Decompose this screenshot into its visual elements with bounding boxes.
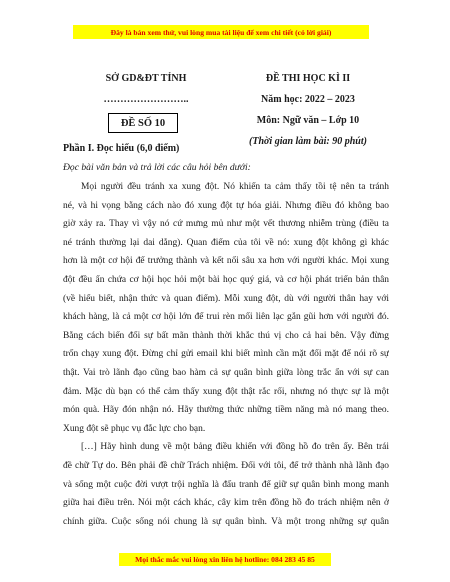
subject: Môn: Ngữ văn – Lớp 10 (256, 115, 360, 126)
exam-title: ĐỀ THI HỌC KÌ II (265, 73, 351, 84)
exam-time: (Thời gian làm bài: 90 phút) (249, 136, 367, 147)
passage-line: né tránh thường lại dai dẳng). Quan điểm của tôi về nó: xung đột không gì khác (63, 237, 389, 248)
passage-line: giữa hai điều trên. Nói một cách khác, cây kim trên đồng hồ đo trách nhiệm nên ở (63, 498, 389, 509)
passage-line: (về hiểu biết, nhận thức và quan điểm). Mỗi xung đột, dù với người thân hay với (63, 293, 389, 304)
exam-code-box (108, 113, 178, 133)
department-dots: …………………….. (103, 94, 189, 105)
passage-line: đề chữ Tự do. Bên phải đề chữ Trách nhiệm. Đối với tôi, để trở thành nhà lãnh đạo (63, 460, 389, 471)
passage-line: trốn chạy xung đột. Đừng chỉ gửi email khi biết mình cần mặt đối mặt để nói rõ sự (63, 349, 389, 360)
hotline-text: Mọi thắc mắc vui lòng xin liên hệ hotline: 084 283 45 85 (135, 555, 315, 564)
passage-line: né, và hi vọng bằng cách nào đó xung đột tự hóa giải. Nhưng điều đó không bao (63, 200, 389, 211)
header-left (76, 68, 216, 110)
passage-line: và sống một cuộc đời vượt trội nghĩa là đấu tranh để giữ sự quân bình mong manh (63, 479, 389, 490)
passage-line: đảm. Mặc dù bạn có thể cảm thấy xung đột thật rắc rối, nhưng nó thực sự là một (63, 386, 389, 397)
passage-line: Bằng cách biến đối sự bất mãn thành thời khắc thú vị cho cả hai bên. Vậy đừng (63, 330, 389, 341)
passage-line: món quà. Hãy đón nhận nó. Hãy thường thức những tiềm năng mà nó mang theo. (63, 405, 389, 416)
passage-line: Mọi người đều tránh xa xung đột. Nó khiến ta cảm thấy tồi tệ nên ta tránh (81, 182, 389, 192)
preview-banner (73, 25, 369, 39)
department-name: SỞ GD&ĐT TỈNH (105, 73, 187, 84)
passage-line: khách hàng, là cả một cơ hội lớn để trui rèn mối liên lạc gắn gũi hơn với người đó. (63, 312, 389, 323)
passage-line: chính giữa. Cuộc sống nói chung là sự quân bình. Và một trong những sự quân (63, 516, 389, 527)
passage-line: Xung đột sẽ phục vụ đắc lực cho bạn. (63, 423, 206, 434)
school-year: Năm học: 2022 – 2023 (261, 94, 355, 105)
passage-line: hơn là một cơ hội để trưởng thành và kết nối sâu xa hơn với người khác. Mọi xung (63, 256, 389, 267)
header-right (238, 68, 378, 152)
passage-line: giờ xảy ra. Thay vì vậy nó cứ mưng mủ như một vết thương nhiễm trùng (điều ta (63, 219, 389, 230)
passage-line: […] Hãy hình dung về một bảng điều khiển với đồng hồ đo trên ấy. Bên trái (81, 442, 389, 453)
reading-passage (63, 178, 389, 531)
preview-banner-text: Đây là bản xem thử, vui lòng mua tài liệu để xem chi tiết (có lời giải) (110, 27, 332, 37)
section-instruction: Đọc bài văn bản và trả lời các câu hỏi bên dưới: (63, 162, 251, 173)
hotline-footer (119, 553, 331, 566)
section-title: Phần I. Đọc hiểu (6,0 điểm) (63, 143, 180, 154)
passage-line: đột đều ẩn chứa cơ hội học hỏi một bài học quý giá, và cơ hội phát triển bản thân (63, 274, 389, 285)
exam-code: ĐỀ SỐ 10 (120, 117, 166, 129)
passage-line: thật. Vai trò lãnh đạo cũng bao hàm cả sự quân bình giữa lòng trắc ẩn với sự can (63, 367, 389, 378)
